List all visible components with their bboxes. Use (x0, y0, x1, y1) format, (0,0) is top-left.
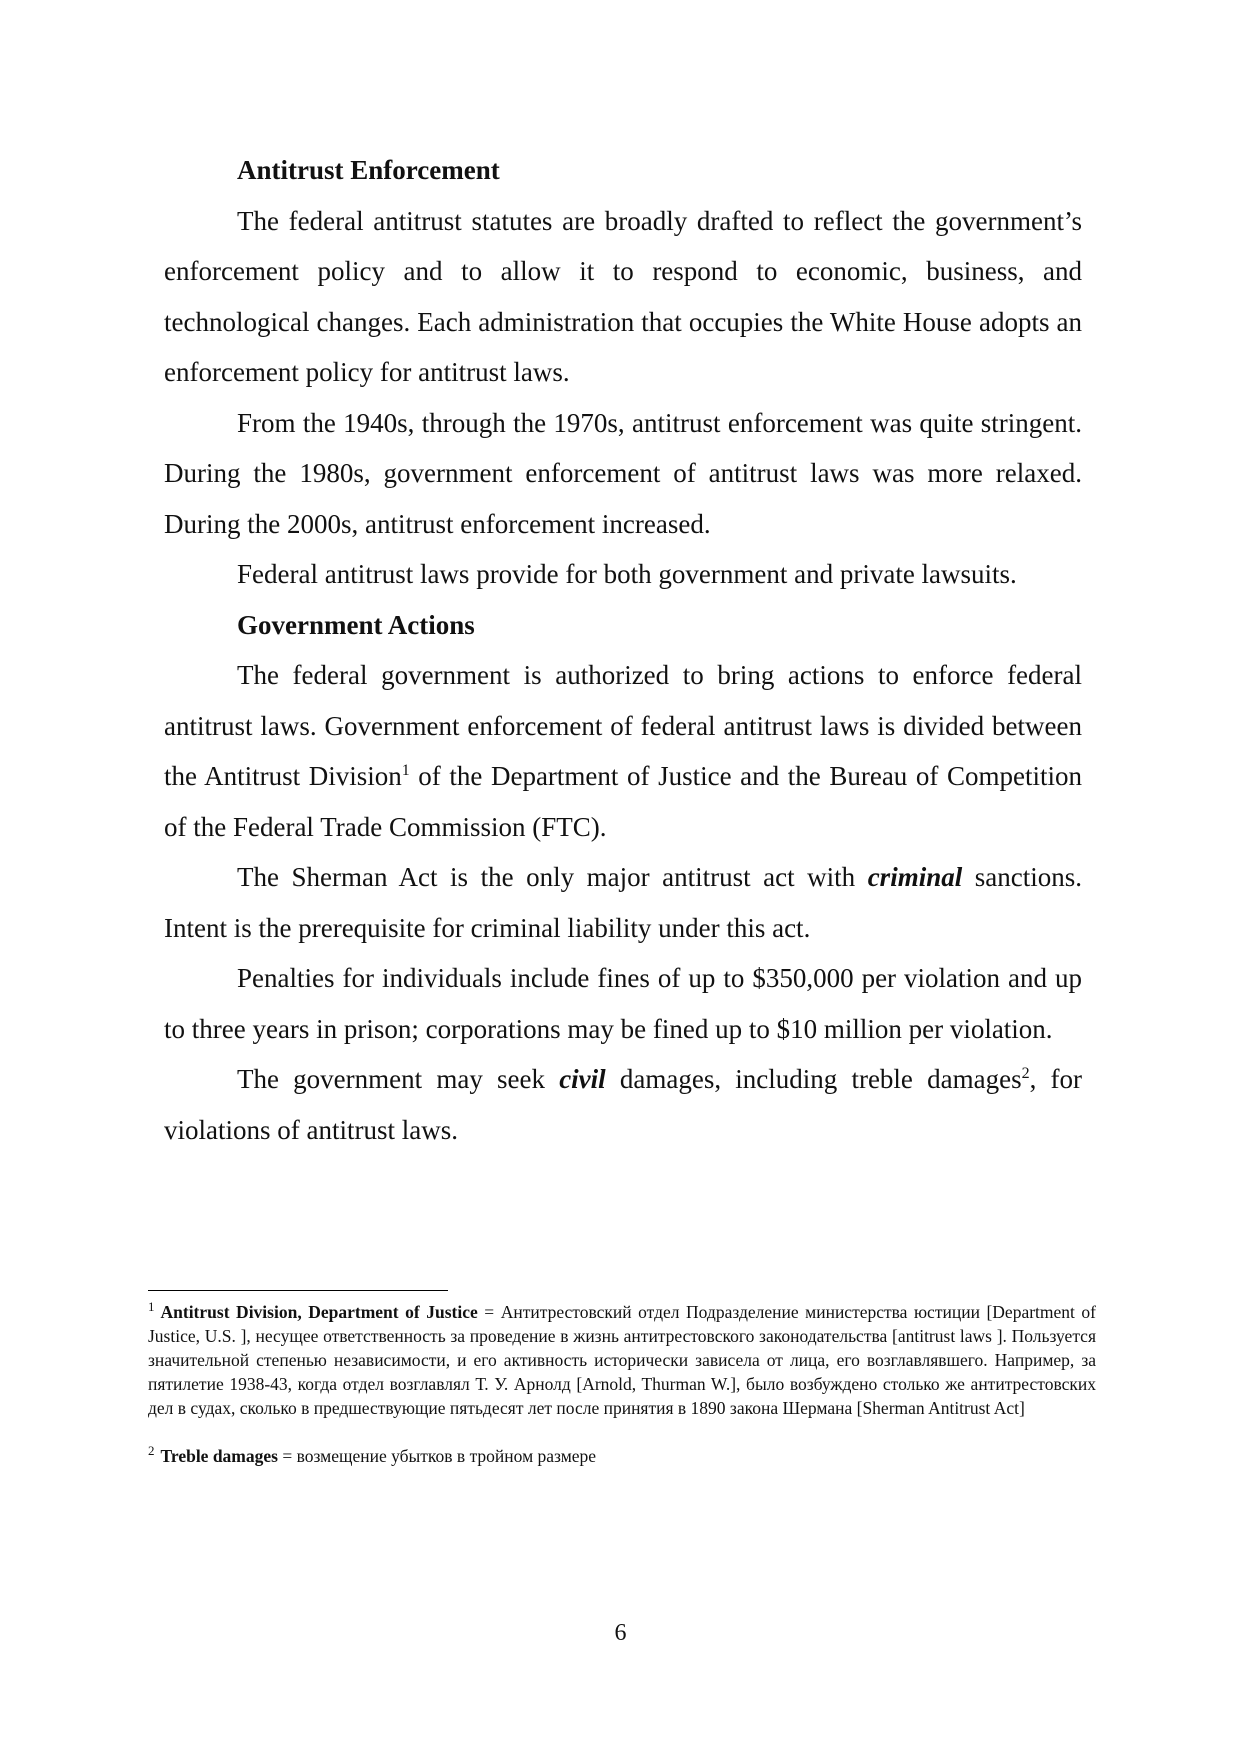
paragraph-6: Penalties for individuals include fines of up to $350,000 per violation and up to three years in prison; corporations may be fined up to $10 million per violation. (164, 963, 1082, 1044)
footnote-2 (148, 1444, 1096, 1468)
footnote-1 (148, 1300, 1096, 1420)
paragraph-7-start: The government may seek (237, 1064, 560, 1094)
paragraph-2: From the 1940s, through the 1970s, antitrust enforcement was quite stringent. During the 1980s, government enforcement of antitrust laws was more relaxed. During the 2000s, antitrust enforcement increased. (164, 407, 1082, 539)
paragraph-7-end: , for violations of antitrust laws. (164, 1064, 1083, 1145)
paragraph-5-end: sanctions. Intent is the prerequisite for criminal liability under this act. (164, 862, 1082, 943)
footnote-2-text: = возмещение убытков в тройном размере (277, 1446, 597, 1466)
heading-government-actions: Government Actions (237, 609, 475, 640)
paragraph-5 (164, 852, 1082, 953)
footnote-ref-2: 2 (1021, 1065, 1030, 1082)
main-text (164, 145, 1082, 1155)
paragraph-5-start: The Sherman Act is the only major antitrust act with (237, 862, 868, 892)
footnote-1-text: = Антитрестовский отдел Подразделение министерства юстиции [Department of Justice, U.S. ], несущее ответственность за проведение в жизнь антитрестовского законодательства [antitrust laws ]. Пользуется значительной степенью независимости, и его активность исторически зависела от лица, его возглавлявшего. Например, за пятилетие 1938-43, когда отдел возглавлял Т. У. Арнолд [Arnold, Thurman W.], было возбуждено столько же антитрестовских дел в судах, сколько в предшествующие пятьдесят лет после принятия в 1890 закона Шермана [Sherman Antitrust Act] (148, 1302, 1097, 1418)
footnote-2-term: Treble damages (160, 1446, 278, 1466)
footnote-1-number: 1 (148, 1299, 155, 1315)
heading-antitrust-enforcement: Antitrust Enforcement (237, 155, 500, 185)
paragraph-7 (164, 1054, 1082, 1155)
footnote-separator (148, 1290, 448, 1291)
paragraph-4-text: The federal government is authorized to bring actions to enforce federal antitrust laws. Government enforcement of federal antitrust laws is divided between the Antitrust Division (164, 660, 1082, 791)
emphasis-civil: civil (559, 1064, 606, 1094)
footnote-2-number: 2 (148, 1443, 155, 1459)
page-number: 6 (614, 1620, 627, 1646)
paragraph-3: Federal antitrust laws provide for both government and private lawsuits. (237, 559, 1017, 589)
paragraph-7-mid: damages, including treble damages (605, 1064, 1022, 1094)
footnote-1-term: Antitrust Division, Department of Justice (160, 1302, 478, 1322)
footnote-ref-1: 1 (401, 762, 410, 779)
emphasis-criminal: criminal (867, 862, 963, 892)
paragraph-1: The federal antitrust statutes are broadly drafted to reflect the government’s enforcement policy and to allow it to respond to economic, business, and technological changes. Each administration that occupies the White House adopts an enforcement policy for antitrust laws. (164, 205, 1082, 387)
paragraph-4 (164, 650, 1082, 852)
paragraph-4-end: of the Department of Justice and the Bureau of Competition of the Federal Trade Commission (FTC). (164, 761, 1082, 842)
footnotes (148, 1300, 1096, 1468)
